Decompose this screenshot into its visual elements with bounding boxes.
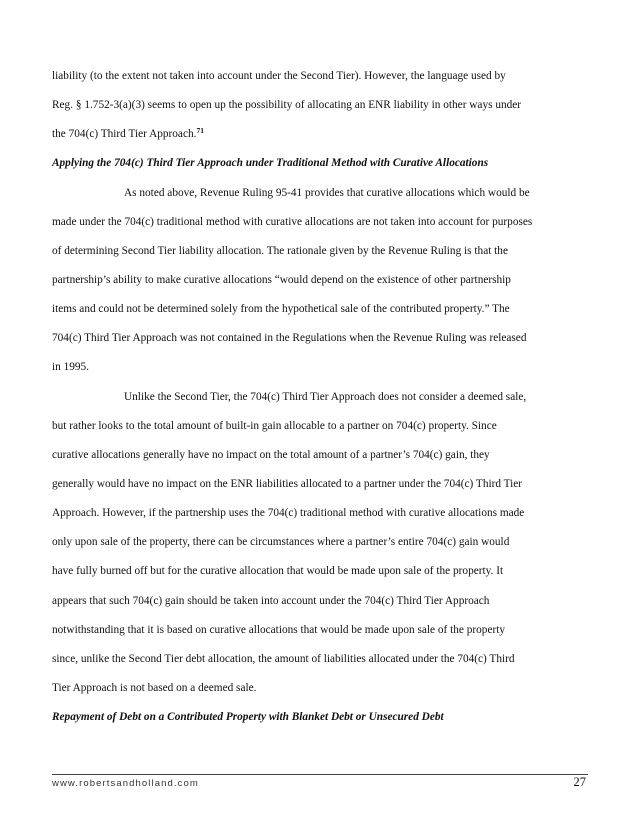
body-line: generally would have no impact on the ENR liabilities allocated to a partner under the 704(c) Third Tier — [52, 477, 523, 490]
body-line: Reg. § 1.752-3(a)(3) seems to open up the possibility of allocating an ENR liability in other ways under — [52, 99, 522, 112]
page-number: 27 — [573, 775, 586, 789]
body-line: liability (to the extent not taken into account under the Second Tier). However, the language used by — [52, 70, 506, 82]
document-body — [52, 62, 592, 732]
body-line: only upon sale of the property, there can be circumstances where a partner’s entire 704(c) gain would — [52, 536, 510, 549]
body-line: made under the 704(c) traditional method with curative allocations are not taken into account for purposes — [52, 215, 533, 228]
footnote-reference[interactable]: 71 — [196, 126, 204, 136]
body-line: partnership’s ability to make curative allocations “would depend on the existence of other partnership — [52, 273, 511, 286]
body-line: items and could not be determined solely from the hypothetical sale of the contributed property.” The — [52, 303, 510, 316]
body-line: curative allocations generally have no impact on the total amount of a partner’s 704(c) gain, they — [52, 448, 490, 461]
body-line — [52, 120, 592, 149]
body-line: Unlike the Second Tier, the 704(c) Third Tier Approach does not consider a deemed sale, — [124, 390, 527, 403]
body-line: since, unlike the Second Tier debt allocation, the amount of liabilities allocated under the 704(c) Third — [52, 652, 515, 665]
footer-url[interactable]: www.robertsandholland.com — [52, 778, 199, 789]
footer-divider — [52, 774, 588, 775]
section-heading-repayment-of-debt: Repayment of Debt on a Contributed Property with Blanket Debt or Unsecured Debt — [52, 711, 444, 724]
body-line: of determining Second Tier liability allocation. The rationale given by the Revenue Ruling is that the — [52, 244, 508, 257]
body-line-text: the 704(c) Third Tier Approach. — [52, 128, 197, 141]
body-line: As noted above, Revenue Ruling 95-41 provides that curative allocations which would be — [124, 186, 530, 199]
body-line: notwithstanding that it is based on curative allocations that would be made upon sale of the property — [52, 623, 506, 636]
body-line: have fully burned off but for the curative allocation that would be made upon sale of the property. It — [52, 565, 504, 578]
body-line: 704(c) Third Tier Approach was not contained in the Regulations when the Revenue Ruling was released — [52, 332, 527, 345]
body-line: Approach. However, if the partnership uses the 704(c) traditional method with curative allocations made — [52, 507, 525, 520]
body-line: but rather looks to the total amount of built-in gain allocable to a partner on 704(c) property. Since — [52, 419, 497, 432]
section-heading-curative-allocations: Applying the 704(c) Third Tier Approach under Traditional Method with Curative Allocations — [52, 157, 489, 170]
body-line: appears that such 704(c) gain should be taken into account under the 704(c) Third Tier Approach — [52, 594, 490, 607]
body-line: in 1995. — [52, 361, 90, 374]
body-line: Tier Approach is not based on a deemed sale. — [52, 681, 257, 694]
